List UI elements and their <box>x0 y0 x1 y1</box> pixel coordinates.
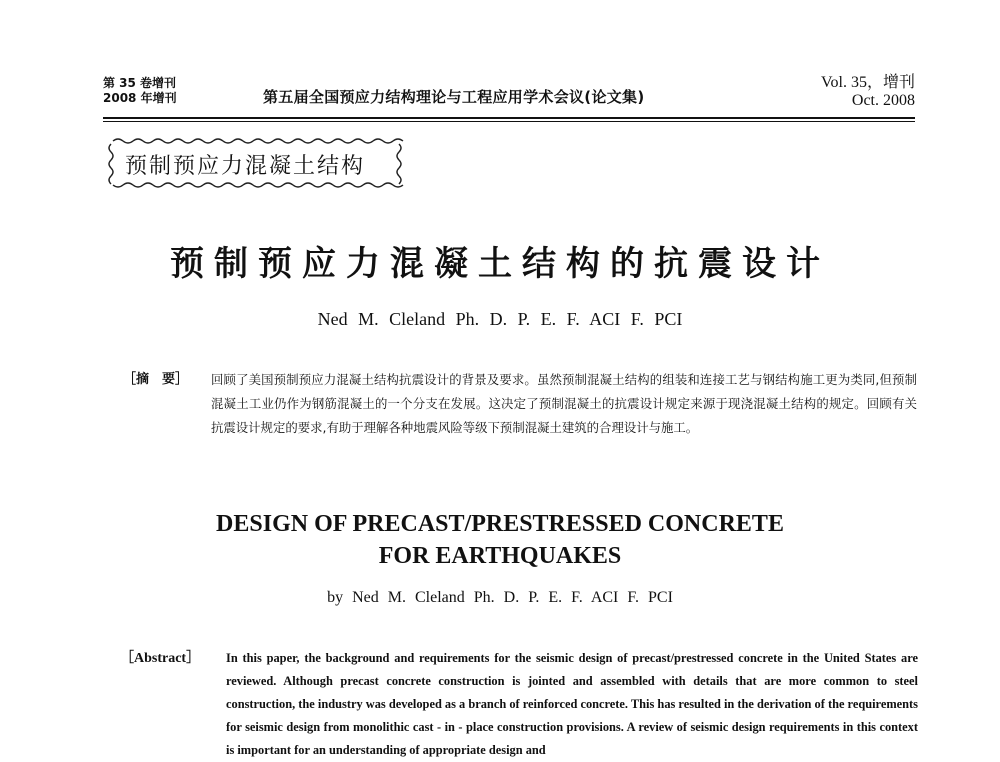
title-en-line-2: FOR EARTHQUAKES <box>378 543 622 569</box>
year-cn: 2008 年增刊 <box>103 91 177 105</box>
header-rule-thick <box>103 117 915 119</box>
author-line-cn: Ned M. Cleland Ph. D. P. E. F. ACI F. PCI <box>317 309 683 329</box>
date-en: Oct. 2008 <box>851 92 915 109</box>
volume-en: Vol. 35，增刊 <box>821 74 915 91</box>
abstract-en-label: ［Abstract］ <box>120 651 201 666</box>
conference-title: 第五届全国预应力结构理论与工程应用学术会议(论文集) <box>263 88 645 106</box>
volume-cn: 第 35 卷增刊 <box>103 76 177 90</box>
article-title-cn: 预制预应力混凝土结构的抗震设计 <box>170 244 830 284</box>
header-rule-thin <box>103 121 915 122</box>
volume-info-cn <box>103 76 177 106</box>
title-en-line-1: DESIGN OF PRECAST/PRESTRESSED CONCRETE <box>216 511 784 537</box>
author-line-en: by Ned M. Cleland Ph. D. P. E. F. ACI F. PCI <box>327 589 673 606</box>
journal-header <box>103 74 915 118</box>
abstract-cn-label: ［摘 要］ <box>123 372 189 387</box>
volume-info-en <box>821 74 915 110</box>
abstract-cn-text: 回顾了美国预制预应力混凝土结构抗震设计的背景及要求。虽然预制混凝土结构的组装和连接工艺与钢结构施工更为类同,但预制混凝土工业仍作为钢筋混凝土的一个分支在发展。这决定了预制混凝土的抗震设计规定来源于现浇混凝土结构的规定。回顾有关抗震设计规定的要求,有助于理解各种地震风险等级下预制混凝土建筑的合理设计与施工。 <box>211 372 917 435</box>
abstract-en-text: In this paper, the background and requirements for the seismic design of precast/prestressed concrete in the United States are reviewed. Although precast concrete construction is jointed and assembled with details that are more common to steel construction, the industry was developed as a branch of reinforced concrete. This has resulted in the derivation of the requirements for seismic design from monolithic cast - in - place construction provisions. A review of seismic design requirements in this context is important for an understanding of appropriate design and <box>226 651 918 757</box>
column-label: 预制预应力混凝土结构 <box>125 154 366 179</box>
article-title-en <box>0 508 1000 572</box>
column-heading-box <box>105 136 405 190</box>
